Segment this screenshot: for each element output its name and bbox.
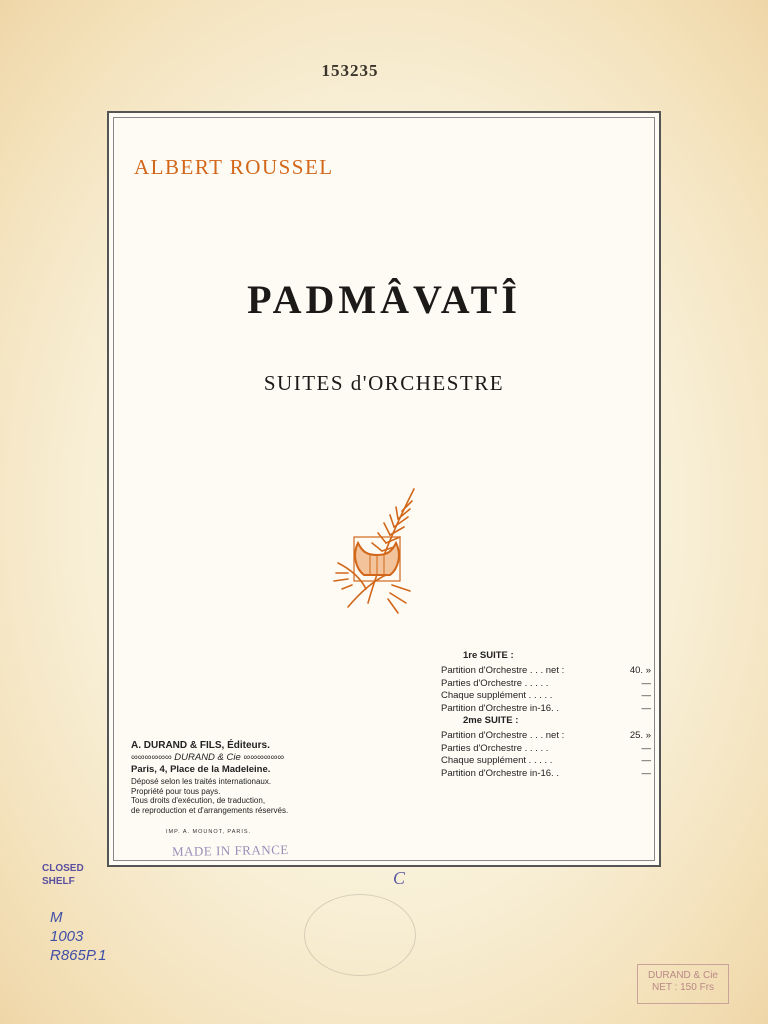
publisher-block (131, 740, 371, 815)
suite-1-block (441, 650, 651, 715)
publisher-address: Paris, 4, Place de la Madeleine. (131, 764, 271, 775)
closed-stamp-line: CLOSED (42, 863, 84, 874)
price-row-value: — (641, 690, 651, 701)
price-row (441, 743, 651, 756)
rights-line: Déposé selon les traités internationaux. (131, 777, 272, 786)
dealer-price-stamp (637, 964, 729, 1004)
call-number (50, 908, 106, 965)
catalog-number: 153235 (321, 61, 379, 80)
work-title: PADMÂVATÎ (247, 277, 521, 322)
made-in-france-stamp: MADE IN FRANCE (171, 841, 289, 860)
publisher-firm-line: ∞∞∞∞∞∞ DURAND & Cie ∞∞∞∞∞∞ (131, 752, 285, 763)
publisher-name: A. DURAND & FILS, Éditeurs. (131, 740, 270, 751)
price-row (441, 703, 651, 716)
closed-stamp-line: SHELF (42, 876, 75, 887)
price-row (441, 690, 651, 703)
price-row-value: — (641, 755, 651, 766)
printer-imprint: IMP. A. MOUNOT, PARIS. (166, 829, 252, 835)
price-stamp-line: DURAND & Cie (647, 970, 718, 981)
price-row-label: Partition d'Orchestre in-16. . (441, 702, 559, 714)
publisher-rights (131, 777, 371, 815)
price-row-label: Parties d'Orchestre . . . . . (441, 677, 549, 689)
price-row-value: — (641, 677, 651, 689)
rights-line: Tous droits d'exécution, de traduction, (131, 796, 266, 805)
call-number-line: R865P.1 (50, 947, 107, 964)
lyre-with-palm-fronds-icon (330, 485, 422, 617)
pencil-c-mark: C (393, 868, 406, 888)
call-number-line: 1003 (50, 928, 84, 945)
rights-line: de reproduction et d'arrangements réservés. (131, 805, 289, 815)
price-row-value: — (641, 702, 651, 714)
price-row (441, 678, 651, 691)
price-row-label: Chaque supplément . . . . . (441, 690, 553, 701)
closed-shelf-stamp (42, 862, 84, 888)
price-row-label: Chaque supplément . . . . . (441, 755, 553, 766)
price-stamp-line: NET : 150 Frs (651, 982, 715, 993)
price-row (441, 755, 651, 768)
suite-2-heading: 2me SUITE : (463, 715, 519, 726)
price-row-value: — (641, 767, 651, 779)
price-row-label: Parties d'Orchestre . . . . . (441, 742, 549, 754)
composer-name: ALBERT ROUSSEL (134, 155, 334, 179)
price-row (441, 730, 651, 743)
work-subtitle: SUITES d'ORCHESTRE (263, 371, 505, 395)
suite-2-block (441, 715, 651, 780)
price-row-label: Partition d'Orchestre . . . net : (441, 730, 565, 741)
price-row (441, 768, 651, 781)
price-row-value: 25. » (629, 730, 651, 741)
price-row-value: — (641, 742, 651, 754)
call-number-line: M (50, 909, 63, 926)
faded-library-seal (304, 894, 416, 976)
suite-1-heading: 1re SUITE : (463, 650, 514, 661)
price-row (441, 665, 651, 678)
price-row-value: 40. » (629, 665, 651, 676)
price-row-label: Partition d'Orchestre . . . net : (441, 665, 565, 676)
price-list (441, 650, 651, 780)
rights-line: Propriété pour tous pays. (131, 786, 221, 796)
price-row-label: Partition d'Orchestre in-16. . (441, 767, 559, 779)
